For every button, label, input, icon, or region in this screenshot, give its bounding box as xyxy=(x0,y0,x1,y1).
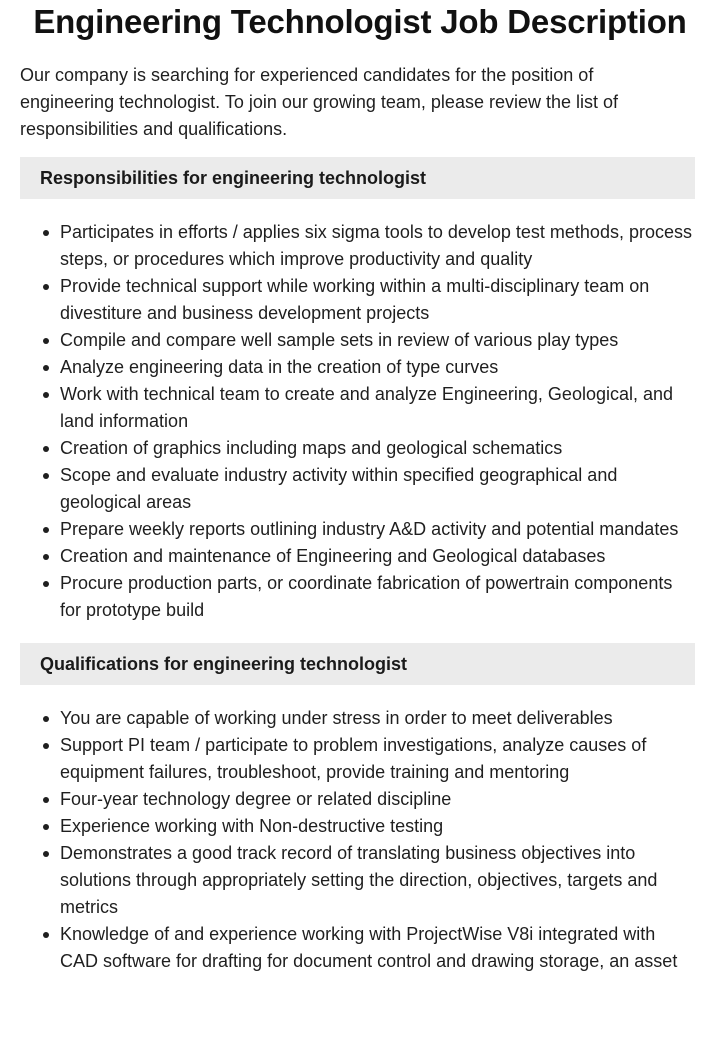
list-item: Provide technical support while working within a multi-disciplinary team on divestiture and business development projects xyxy=(60,273,692,327)
page-title: Engineering Technologist Job Description xyxy=(33,3,687,40)
list-item: Prepare weekly reports outlining industry A&D activity and potential mandates xyxy=(60,516,692,543)
list-item: Creation and maintenance of Engineering and Geological databases xyxy=(60,543,692,570)
qualifications-list xyxy=(0,705,692,975)
responsibilities-list xyxy=(0,219,692,624)
list-item: Analyze engineering data in the creation of type curves xyxy=(60,354,692,381)
list-item: Participates in efforts / applies six sigma tools to develop test methods, process steps, or procedures which improve productivity and quality xyxy=(60,219,692,273)
list-item: Knowledge of and experience working with ProjectWise V8i integrated with CAD software for drafting for document control and drawing storage, an asset xyxy=(60,921,692,975)
list-item: Scope and evaluate industry activity within specified geographical and geological areas xyxy=(60,462,692,516)
list-item: Work with technical team to create and analyze Engineering, Geological, and land information xyxy=(60,381,692,435)
list-item: Experience working with Non-destructive testing xyxy=(60,813,692,840)
list-item: Procure production parts, or coordinate fabrication of powertrain components for prototype build xyxy=(60,570,692,624)
responsibilities-heading: Responsibilities for engineering technologist xyxy=(20,157,695,199)
list-item: Compile and compare well sample sets in review of various play types xyxy=(60,327,692,354)
qualifications-heading: Qualifications for engineering technologist xyxy=(20,643,695,685)
list-item: Support PI team / participate to problem investigations, analyze causes of equipment failures, troubleshoot, provide training and mentoring xyxy=(60,732,692,786)
list-item: Demonstrates a good track record of translating business objectives into solutions through appropriately setting the direction, objectives, targets and metrics xyxy=(60,840,692,921)
list-item: You are capable of working under stress in order to meet deliverables xyxy=(60,705,692,732)
list-item: Creation of graphics including maps and geological schematics xyxy=(60,435,692,462)
intro-paragraph: Our company is searching for experienced candidates for the position of engineering technologist. To join our growing team, please review the list of responsibilities and qualifications. xyxy=(20,65,619,139)
list-item: Four-year technology degree or related discipline xyxy=(60,786,692,813)
